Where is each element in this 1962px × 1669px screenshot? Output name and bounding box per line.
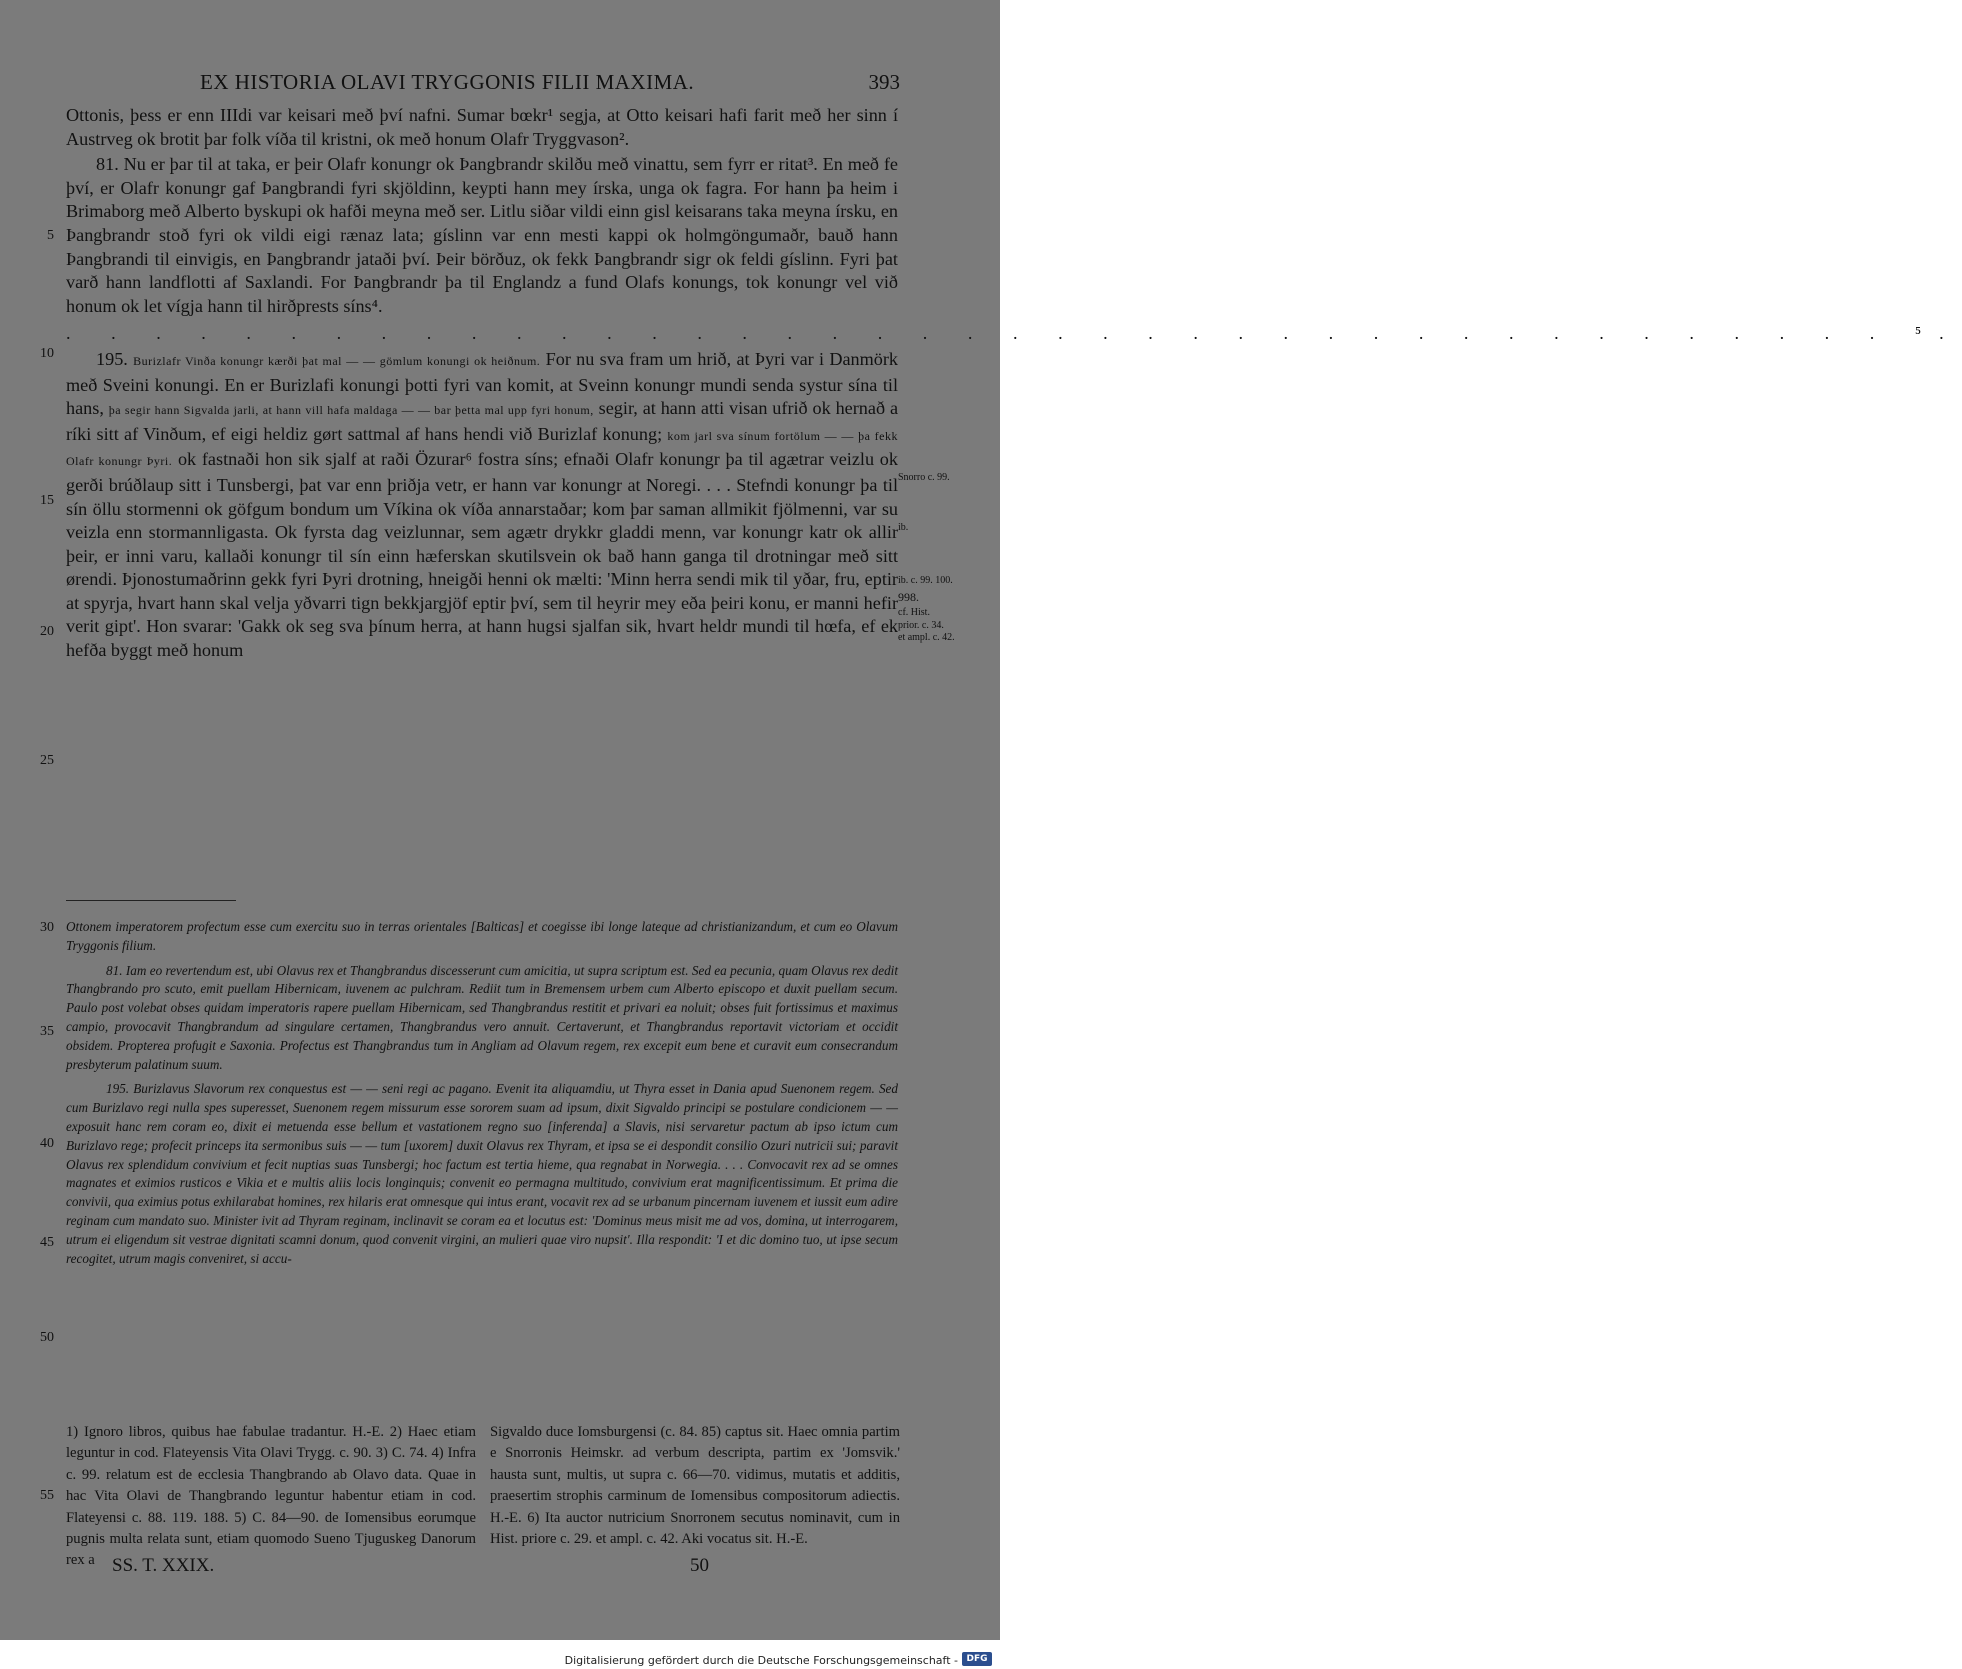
line-number: 45 <box>40 1235 54 1250</box>
footnote-text: Sigvaldo duce Iomsburgensi (c. 84. 85) captus sit. Haec omnia partim e Snorronis Heimskr. ad verbum descripta, partim ex 'Jomsvik.' hausta sunt, multis, ut supra c. 66—70. vidimus, mutatis et additis, praesertim strophis carminum de Iomensibus compositorum adiectis. H.-E. 6) Ita auctor nutricium Snorronem secutus nominavit, cum in Hist. priore c. 29. et ampl. c. 42. Aki vocatus sit. H.-E. <box>490 1424 900 1548</box>
page-number: 393 <box>868 70 900 94</box>
margin-note: ib. c. 99. 100. <box>898 575 953 586</box>
margin-note: et ampl. c. 42. <box>898 632 955 643</box>
small-print: kom jarl sva sínum fortölum — — þa fekk Olafr konungr Þyri. <box>66 428 898 469</box>
paragraph: Ottonis, þess er enn IIIdi var keisari með því nafni. Sumar bœkr¹ segja, at Otto keisari hafi farit með her sinn í Austrveg ok brotit þar folk víða til kristni, ok með honum Olafr Tryggvason². <box>66 105 898 149</box>
chapter-number: 81. <box>96 154 119 175</box>
paragraph: segir, at hann atti visan ufrið ok hernað a ríki sitt af Vinðum, ef eigi heldiz gørt sattmal af hans hendi við Burizlaf konung; <box>66 398 899 444</box>
funding-notice: Digitalisierung gefördert durch die Deutsche Forschungsgemeinschaft - <box>564 1654 958 1667</box>
latin-paragraph: Ottonem imperatorem profectum esse cum exercitu suo in terras orientales [Balticas] et coegisse ibi longe lateque ad christianizandum, et cum eo Olavum Tryggonis filium. <box>66 919 898 953</box>
small-print: þa segir hann Sigvalda jarli, at hann vill hafa maldaga — — bar þetta mal upp fyri honum, <box>108 403 594 418</box>
margin-note: cf. Hist. <box>898 607 930 618</box>
latin-paragraph: 81. Iam eo revertendum est, ubi Olavus rex et Thangbrandus discesserunt cum amicitia, ut supra scriptum est. Sed ea pecunia, quam Olavus rex dedit Thangbrando pro scuto, emit puellam Hibernicam, iuvenem ac pulchram. Rediit tum in Bremensem urbem cum Alberto episcopo et duxit puellam secum. Paulo post volebat obses quidam imperatoris rapere puellam Hibernicam, sed Thangbrandus restitit et privari ea noluit; obses fuit fortissimus et maximus campio, provocavit Thangbrandum ad singulare certamen, Thangbrandus vero annuit. Certaverunt, et Thangbrandus reportavit victoriam et occidit obsidem. Propterea profugit e Saxonia. Profectus est Thangbrandus tum in Angliam ad Olavum regem, rex excepit eum bene et curavit eum consecrandum presbyterum palatinum suum. <box>66 962 898 1072</box>
line-number: 25 <box>40 753 54 768</box>
running-title: EX HISTORIA OLAVI TRYGGONIS FILII MAXIMA. <box>200 70 695 94</box>
line-number: 5 <box>47 228 54 243</box>
divider <box>66 900 236 901</box>
ellipsis-line: . . . . . . . . . . . . . . . . . . . . . . . . . . . . . . . . . . . . . . . . . ⁵. <box>66 323 1962 344</box>
line-number: 55 <box>40 1488 54 1503</box>
chapter-81 <box>66 153 898 318</box>
footnotes-left <box>66 1422 476 1572</box>
paragraph: For nu sva fram um hrið, at Þyri var i Danmörk með Sveini konungi. En er Burizlafi konungi þotti fyri van komit, at Sveinn konungr mundi senda systur sína til hans, <box>66 348 899 419</box>
sheet-number: 50 <box>690 1555 709 1576</box>
chapter-number: 195. <box>96 348 128 369</box>
margin-note: ib. <box>898 522 909 533</box>
page-header <box>60 70 900 100</box>
line-number: 20 <box>40 624 54 639</box>
paragraph: Nu er þar til at taka, er þeir Olafr konungr ok Þangbrandr skilðu með vinattu, sem fyrr er ritat³. En með fe því, er Olafr konungr gaf Þangbrandi fyri skjöldinn, keypti hann mey írska, unga ok fagra. For hann þa heim i Brimaborg með Alberto byskupi ok hafði meyna með ser. Litlu siðar vildi einn gisl keisarans taka meyna írsku, en Þangbrandr stoð fyri ok vildi eigi rænaz lata; gíslinn var enn mesti kappi ok holmgöngumaðr, bauð hann Þangbrandi til einvigis, en Þangbrandr jataði því. Þeir börðuz, ok fekk Þangbrandr sigr ok feldi gíslinn. Fyri þat varð hann landflotti af Saxlandi. For Þangbrandr þa til Englandz a fund Olafs konungs, tok konungr vel við honum ok let vígja hann til hirðprests síns⁴. <box>66 154 899 316</box>
line-number: 15 <box>40 493 54 508</box>
line-number: 10 <box>40 346 54 361</box>
signature-mark: SS. T. XXIX. <box>112 1555 215 1576</box>
small-print: Burizlafr Vinða konungr kærði þat mal — — gömlum konungi ok heiðnum. <box>133 353 541 368</box>
margin-note: Snorro c. 99. <box>898 472 950 483</box>
line-number: 30 <box>40 920 54 935</box>
chapter-195 <box>66 348 898 663</box>
digitization-footer <box>0 1640 1000 1669</box>
paragraph: ok fastnaði hon sik sjalf at raði Özurar⁶ fostra síns; efnaði Olafr konungr þa til agætrar veizlu ok gerði brúðlaup sitt i Tunsbergi, þat var enn þriðja vetr, er hann var konungr at Noregi. . . . Stefndi konungr þa til sín öllu stormenni ok göfgum bondum um Víkina ok víða annarstaðar; kom þar saman allmikit fjölmenni, var su veizla enn stormannligasta. Ok fyrsta dag veizlunnar, sem agætr drykkr gladdi menn, var konungr katr ok allir þeir, er inni varu, kallaði konungr til sín einn hæferskan skutilsvein ok bað hann ganga til drotningar með sitt ørendi. Þjonostumaðrinn gekk fyri Þyri drotning, hneigði henni ok mælti: 'Minn herra sendi mik til yðar, fru, eptir at spyrja, hvart hann skal velja yðvarri tign bekkjargjöf eptir því, sem til heyrir mey eða þeiri konu, er manni hefir verit gipt'. Hon svarar: 'Gakk ok seg sva þínum herra, at hann hugsi sjalfan sik, hvart heldr mundi til hœfa, ef ek hefða byggt með honum <box>66 449 898 661</box>
line-number: 50 <box>40 1330 54 1345</box>
dfg-logo: DFG <box>962 1652 992 1666</box>
margin-note: 998. <box>898 590 919 604</box>
latin-paragraph: 195. Burizlavus Slavorum rex conquestus est — — seni regi ac pagano. Evenit ita aliquamdiu, ut Thyra esset in Dania apud Suenonem regem. Sed cum Burizlavo regi nulla spes superesset, Suenonem regem missurum esse sororem suam ad ipsum, dixit Sigvaldo principi se postulare condicionem — — exposuit hanc rem coram eo, dixit ei metuenda esse bellum et vastationem regno suo [inferenda] a Slavis, nisi servaretur pactum ab ipso ictum cum Burizlavo rege; profecit princeps ita sermonibus suis — — tum [uxorem] duxit Olavus rex Thyram, et ipsa se ei despondit consilio Ozuri nutricii sui; paravit Olavus rex splendidum convivium et fecit nuptias suas Tunsbergi; hoc factum est tertia hieme, qua regnabat in Norwegia. . . . Convocavit rex ad se omnes magnates et eximios rusticos e Vikia et e multis aliis locis longinquis; convenit eo permagna multitudo, convivium erat magnificentissimum. Et prima die convivii, qua eximius potus exhilarabat homines, rex hilaris erat omnesque qui intus erant, vocavit rex ad se urbanum pincernam iuvenem et iussit eum adire reginam cum mandato suo. Minister ivit ad Thyram reginam, inclinavit se coram ea et locutus est: 'Dominus meus misit me ad vos, domina, ut interrogarem, utrum ei eligendum sit vestrae dignitati scamni donum, quod convenit virgini, an mulieri quae viro nupsit'. Illa respondit: 'I et dic domino tuo, ut ipse secum recogitet, utrum magis conveniret, si accu- <box>66 1081 898 1266</box>
footnotes-right <box>490 1422 900 1550</box>
line-number: 40 <box>40 1136 54 1151</box>
latin-translation <box>66 918 898 1274</box>
footnote-text: 1) Ignoro libros, quibus hae fabulae tradantur. H.-E. 2) Haec etiam leguntur in cod. Flateyensis Vita Olavi Trygg. c. 90. 3) C. 74. 4) Infra c. 99. relatum est de ecclesia Thangbrando ab Olavo data. Quae in hac Vita Olavi de Thangbrando leguntur habentur etiam in cod. Flateyensi c. 88. 119. 188. 5) C. 84—90. de Iomensibus eorumque pugnis multa relata sunt, etiam quomodo Sueno Tjuguskeg Danorum rex a <box>66 1424 476 1569</box>
line-number: 35 <box>40 1024 54 1039</box>
margin-note: prior. c. 34. <box>898 620 944 631</box>
